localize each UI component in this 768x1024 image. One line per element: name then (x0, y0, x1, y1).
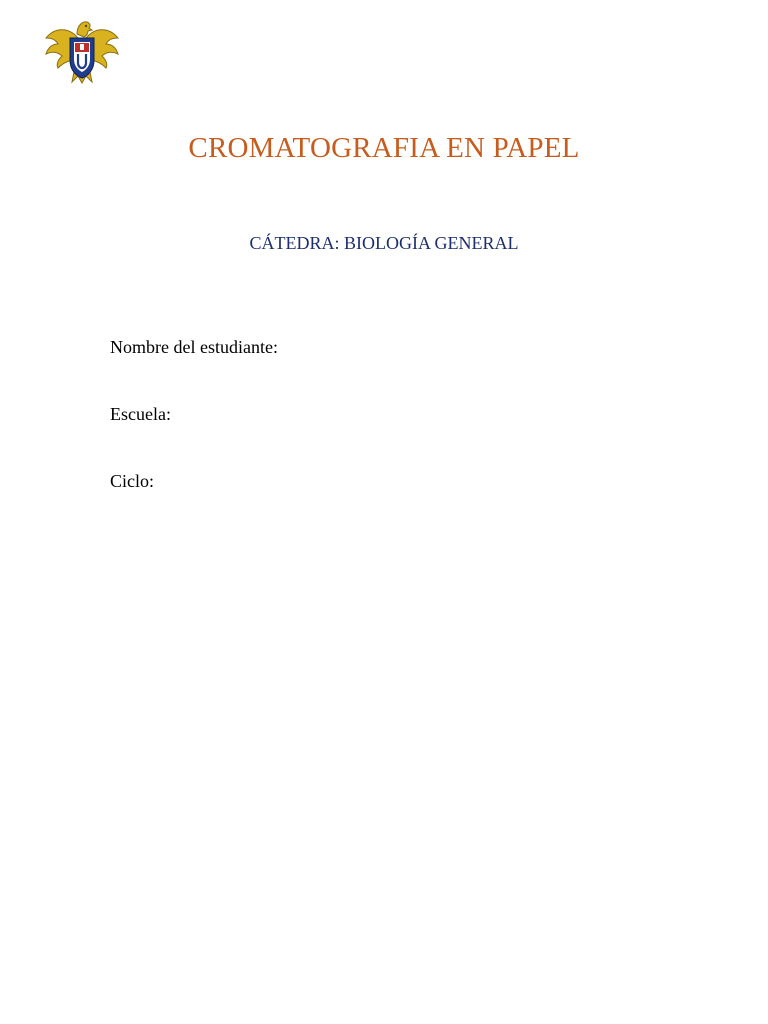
cycle-label: Ciclo: (110, 471, 154, 491)
school-label: Escuela: (110, 404, 171, 424)
course-subtitle: CÁTEDRA: BIOLOGÍA GENERAL (249, 233, 519, 253)
university-crest-icon (44, 16, 120, 84)
page-title: CROMATOGRAFIA EN PAPEL (188, 132, 580, 164)
student-name-label: Nombre del estudiante: (110, 337, 278, 357)
